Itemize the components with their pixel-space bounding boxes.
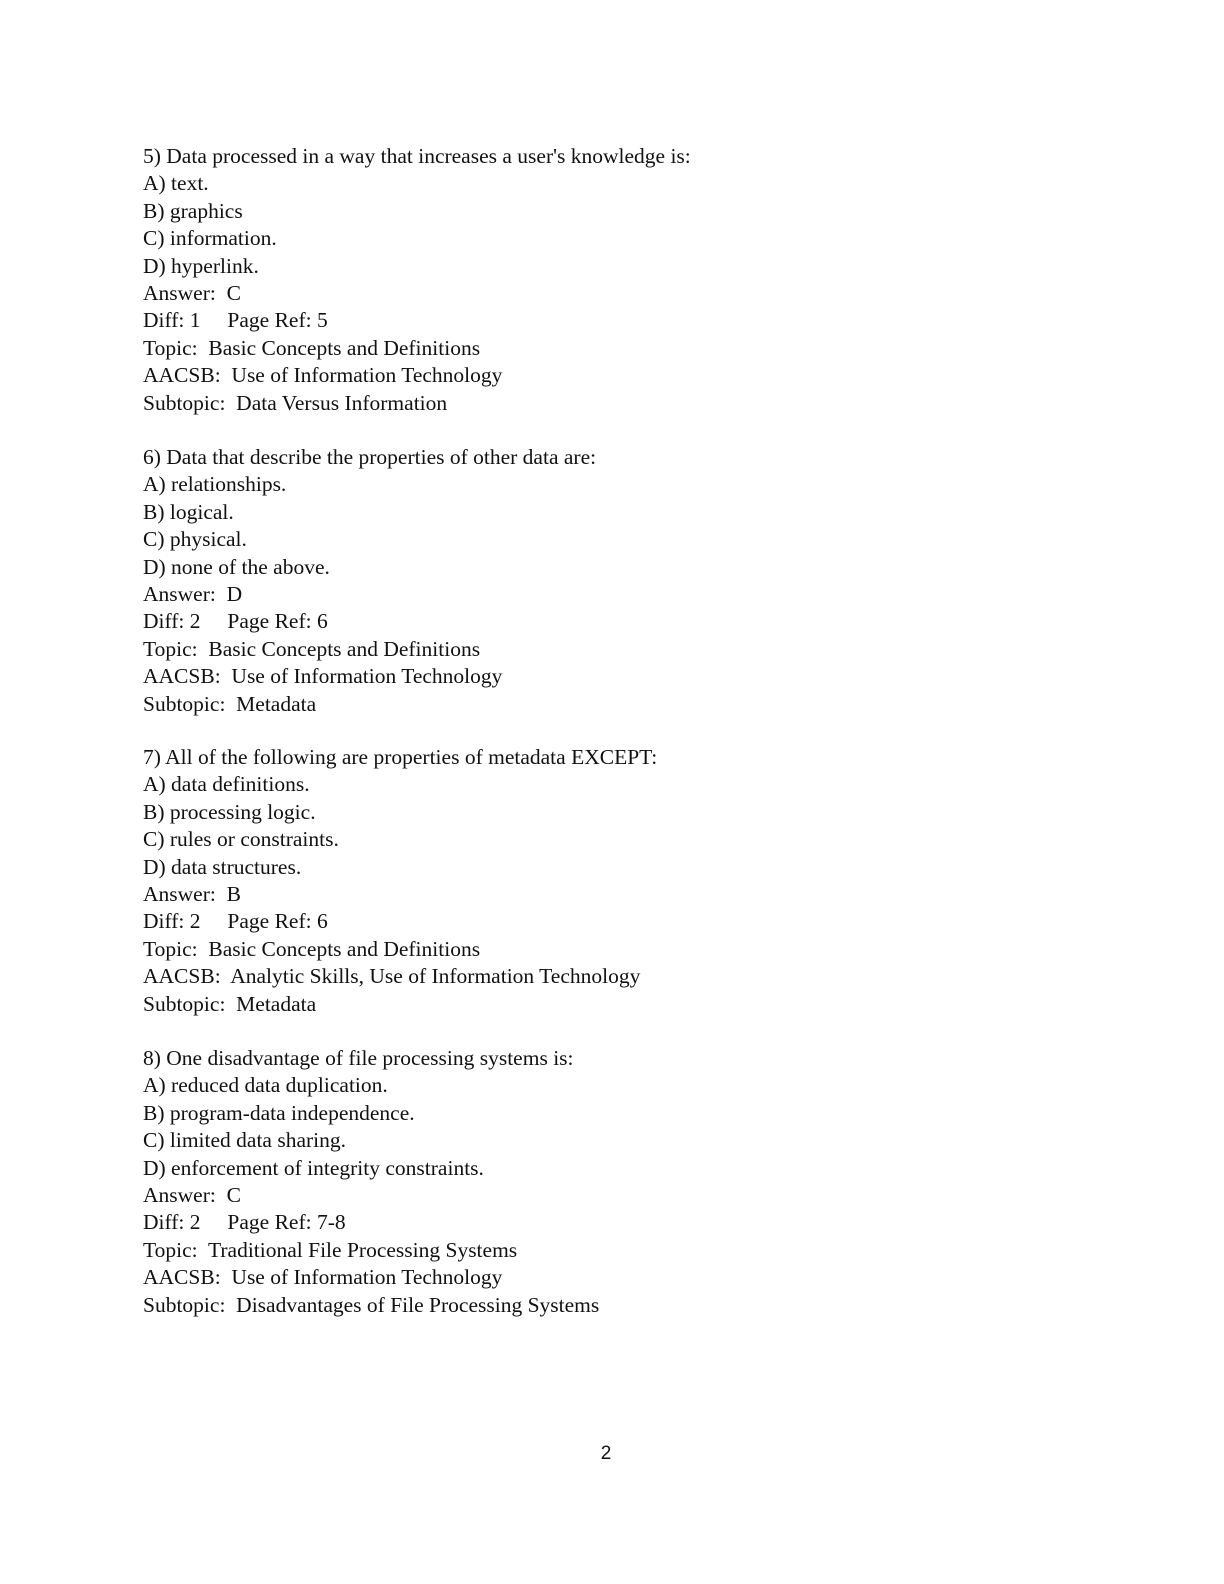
option-d: D) enforcement of integrity constraints. — [143, 1155, 484, 1180]
option-c: C) information. — [143, 226, 277, 251]
question-6 — [143, 444, 1043, 718]
aacsb-line: AACSB: Use of Information Technology — [143, 1265, 503, 1290]
answer-line: Answer: C — [143, 1182, 241, 1207]
topic-line: Topic: Traditional File Processing Systems — [143, 1237, 518, 1262]
topic-line: Topic: Basic Concepts and Definitions — [143, 335, 481, 360]
option-b: B) graphics — [143, 198, 243, 223]
aacsb-line: AACSB: Analytic Skills, Use of Information Technology — [143, 964, 641, 989]
option-d: D) none of the above. — [143, 554, 330, 579]
question-stem: 8) One disadvantage of file processing systems is: — [143, 1046, 574, 1070]
option-c: C) limited data sharing. — [143, 1128, 347, 1153]
page-number: 2 — [600, 1443, 612, 1464]
difficulty-line: Diff: 2 Page Ref: 6 — [143, 909, 328, 934]
question-5 — [143, 143, 1043, 417]
subtopic-line: Subtopic: Metadata — [143, 691, 317, 716]
aacsb-line: AACSB: Use of Information Technology — [143, 664, 503, 689]
option-c: C) physical. — [143, 527, 247, 552]
option-d: D) hyperlink. — [143, 253, 259, 278]
difficulty-line: Diff: 1 Page Ref: 5 — [143, 308, 328, 333]
question-stem: 6) Data that describe the properties of other data are: — [143, 445, 597, 469]
question-stem: 7) All of the following are properties of metadata EXCEPT: — [143, 745, 658, 769]
subtopic-line: Subtopic: Metadata — [143, 991, 317, 1016]
question-7 — [143, 744, 1043, 1018]
aacsb-line: AACSB: Use of Information Technology — [143, 363, 503, 388]
option-b: B) processing logic. — [143, 799, 316, 824]
question-stem: 5) Data processed in a way that increases a user's knowledge is: — [143, 144, 691, 168]
option-c: C) rules or constraints. — [143, 827, 339, 852]
difficulty-line: Diff: 2 Page Ref: 7-8 — [143, 1210, 346, 1235]
topic-line: Topic: Basic Concepts and Definitions — [143, 636, 481, 661]
subtopic-line: Subtopic: Disadvantages of File Processing Systems — [143, 1292, 600, 1317]
option-b: B) logical. — [143, 499, 234, 524]
option-b: B) program-data independence. — [143, 1100, 415, 1125]
question-8 — [143, 1045, 1043, 1319]
option-a: A) data definitions. — [143, 772, 310, 797]
answer-line: Answer: B — [143, 881, 241, 906]
option-a: A) reduced data duplication. — [143, 1073, 388, 1098]
option-d: D) data structures. — [143, 854, 302, 879]
answer-line: Answer: C — [143, 280, 241, 305]
answer-line: Answer: D — [143, 581, 243, 606]
subtopic-line: Subtopic: Data Versus Information — [143, 390, 448, 415]
option-a: A) text. — [143, 171, 209, 196]
difficulty-line: Diff: 2 Page Ref: 6 — [143, 609, 328, 634]
topic-line: Topic: Basic Concepts and Definitions — [143, 936, 481, 961]
option-a: A) relationships. — [143, 472, 287, 497]
